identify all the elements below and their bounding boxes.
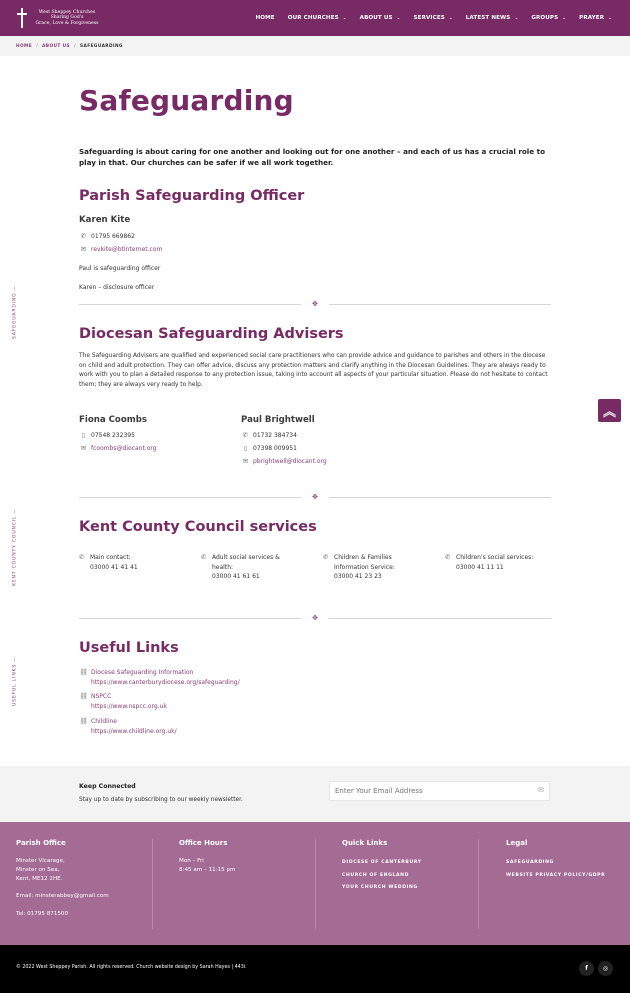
officer-name: Karen Kite — [79, 215, 131, 225]
phone-icon: ✆ — [80, 232, 87, 240]
main-nav — [243, 0, 613, 36]
chevron-down-icon: ⌄ — [448, 15, 453, 21]
newsletter-subtitle: Stay up to date by subscribing to our weekly newsletter. — [79, 797, 243, 803]
footer-phone[interactable]: Tel: 01795 871500 — [16, 911, 69, 918]
footer-office-hours — [179, 839, 235, 875]
nav-about-us[interactable]: ABOUT US ⌄ — [359, 15, 401, 21]
logo-line-3: Grace, Love & Forgiveness — [35, 20, 99, 26]
kcc-adult-services: ✆ Adult social services & health: 03000 41 61 61 — [201, 553, 280, 580]
footer-heading: Quick Links — [342, 839, 388, 847]
breadcrumb — [0, 36, 630, 56]
nav-services[interactable]: SERVICES ⌄ — [413, 15, 453, 21]
email-icon: ✉ — [242, 457, 249, 465]
double-chevron-up-icon: ︽ — [602, 405, 616, 420]
diocesan-paragraph: The Safeguarding Advisers are qualified and experienced social care practitioners who can provide advice and guidance to parishes and others in the diocese on child and adult protection. They can offer advice, discuss any protection matters and clarify anything in the Diocesan Guidelines. They are always ready to work with you to plan a detailed response to any protection issue, taking into account all aspects of your particular situation. Please do not hesitate to contact them; they are always very ready to help. — [79, 353, 548, 388]
officer-note-2: Karen – disclosure officer — [79, 284, 155, 291]
footer-email[interactable]: Email: minsterabbey@gmail.com — [16, 893, 109, 900]
logo-text — [32, 10, 102, 26]
officer-email[interactable]: ✉ revkite@btinternet.com — [80, 245, 163, 253]
kcc-heading: Kent County Council services — [79, 519, 317, 535]
chevron-down-icon: ⌄ — [562, 15, 567, 21]
side-label-safeguarding: SAFEGUARDING — — [12, 284, 18, 340]
diocesan-heading: Diocesan Safeguarding Advisers — [79, 326, 344, 342]
chevron-down-icon: ⌄ — [608, 15, 612, 21]
logo-line-2: Sharing God's — [50, 15, 84, 21]
office-hours: 8:45 am – 11:15 pm — [179, 866, 236, 873]
kcc-childrens-social: ✆ Children's social services: 03000 41 11 11 — [445, 553, 534, 571]
site-footer — [0, 822, 630, 945]
officer-phone: ✆ 01795 669862 — [80, 232, 135, 240]
ornament-icon: ✥ — [312, 493, 318, 501]
side-label-useful-links: USEFUL LINKS — — [12, 656, 18, 707]
ornament-icon: ✥ — [312, 614, 318, 622]
phone-icon: ✆ — [445, 553, 451, 561]
link-childline-url[interactable]: https://www.childline.org.uk/ — [91, 728, 177, 735]
section-divider — [79, 300, 551, 308]
footer-separator — [478, 839, 479, 929]
quick-link-diocese[interactable]: DIOCESE OF CANTERBURY — [342, 860, 422, 865]
section-divider — [79, 614, 551, 622]
link-diocese-safeguarding[interactable]: ⛓ Diocese Safeguarding Information — [79, 668, 194, 676]
mobile-icon: ▯ — [81, 431, 86, 439]
useful-links-heading: Useful Links — [79, 640, 179, 656]
kcc-children-families: ✆ Children & Families Information Service: 03000 41 23 23 — [323, 553, 395, 580]
chevron-down-icon: ⌄ — [396, 15, 401, 21]
link-icon: ⛓ — [79, 717, 88, 725]
quick-link-church-of-england[interactable]: CHURCH OF ENGLAND — [342, 872, 410, 878]
footer-heading: Legal — [506, 839, 528, 847]
ornament-icon: ✥ — [312, 300, 318, 308]
footer-separator — [152, 839, 153, 929]
site-logo[interactable] — [16, 8, 102, 28]
phone-icon: ✆ — [323, 553, 329, 561]
link-childline[interactable]: ⛓ Childline — [79, 717, 117, 725]
adviser-name-fiona: Fiona Coombs — [79, 415, 147, 425]
link-nspcc-url[interactable]: https://www.nspcc.org.uk — [91, 703, 167, 710]
logo-line-1: West Sheppey Churches — [38, 9, 96, 15]
bottom-bar — [0, 945, 630, 993]
link-icon: ⛓ — [79, 692, 88, 700]
kcc-main-contact: ✆ Main contact: 03000 41 41 41 — [79, 553, 138, 571]
address-line: Kent, ME12 2HE. — [16, 875, 63, 882]
legal-link-safeguarding[interactable]: SAFEGUARDING — [506, 860, 554, 865]
legal-link-privacy[interactable]: WEBSITE PRIVACY POLICY/GDPR — [506, 872, 606, 878]
address-line: Minster on Sea, — [16, 866, 60, 873]
adviser-paul-email[interactable]: ✉ pbrightwell@diocant.org — [242, 457, 327, 465]
breadcrumb-home[interactable]: HOME — [16, 43, 33, 49]
footer-quick-links — [342, 839, 422, 895]
scroll-to-top-button[interactable] — [598, 399, 621, 422]
link-icon: ⛓ — [79, 668, 88, 676]
section-divider — [79, 493, 551, 501]
newsletter-section — [0, 766, 630, 822]
breadcrumb-about-us[interactable]: ABOUT US — [42, 43, 71, 49]
phone-icon: ✆ — [79, 553, 85, 561]
quick-link-wedding[interactable]: YOUR CHURCH WEDDING — [342, 885, 418, 891]
phone-icon: ✆ — [201, 553, 207, 561]
chevron-down-icon: ⌄ — [514, 15, 519, 21]
chevron-down-icon: ⌄ — [342, 15, 347, 21]
copyright-text: © 2022 West Sheppey Parish. All rights reserved. Church website design by Sarah Hayes | 443i. — [16, 965, 247, 970]
breadcrumb-separator: / — [36, 43, 39, 49]
instagram-icon[interactable]: ◎ — [598, 961, 613, 976]
cross-logo-icon — [16, 8, 28, 28]
adviser-paul-phone: ✆ 01732 384734 — [242, 431, 297, 439]
footer-heading: Parish Office — [16, 839, 66, 847]
breadcrumb-current: SAFEGUARDING — [80, 43, 123, 49]
link-diocese-url[interactable]: https://www.canterburydiocese.org/safeguarding/ — [91, 679, 240, 686]
adviser-fiona-mobile: ▯ 07548 232395 — [79, 431, 135, 439]
adviser-name-paul: Paul Brightwell — [241, 415, 315, 425]
newsletter-email-input[interactable] — [329, 781, 550, 801]
parish-officer-heading: Parish Safeguarding Officer — [79, 188, 305, 204]
footer-separator — [315, 839, 316, 929]
nav-prayer[interactable]: PRAYER ⌄ — [579, 15, 612, 21]
phone-icon: ✆ — [242, 431, 249, 439]
nav-home[interactable]: HOME — [255, 15, 275, 21]
adviser-paul-mobile: ▯ 07398 009951 — [241, 444, 297, 452]
breadcrumb-separator: / — [74, 43, 76, 49]
top-navigation-bar — [0, 0, 630, 36]
adviser-fiona-email[interactable]: ✉ fcoombs@diocant.org — [80, 444, 157, 452]
nav-groups[interactable]: GROUPS ⌄ — [531, 15, 567, 21]
email-icon: ✉ — [80, 444, 87, 452]
footer-heading: Office Hours — [179, 839, 228, 847]
send-email-icon[interactable]: ✉ — [538, 786, 544, 794]
footer-legal — [506, 839, 605, 882]
side-label-kent-county-council: KENT COUNTY COUNCIL — — [12, 508, 18, 586]
email-icon: ✉ — [80, 245, 87, 253]
mobile-icon: ▯ — [243, 444, 248, 452]
link-nspcc[interactable]: ⛓ NSPCC — [79, 692, 112, 700]
footer-parish-office — [16, 839, 109, 919]
intro-text: Safeguarding is about caring for one another and looking out for one another – and each of us has a crucial role to play in that. Our churches can be safer if we all work together. — [79, 147, 546, 167]
page-title: Safeguarding — [79, 84, 294, 117]
nav-latest-news[interactable]: LATEST NEWS ⌄ — [465, 15, 519, 21]
facebook-icon[interactable]: f — [579, 961, 594, 976]
officer-note-1: Paul is safeguarding officer — [79, 265, 161, 272]
office-days: Mon – Fri — [179, 858, 204, 864]
address-line: Minster Vicarage, — [16, 858, 65, 864]
nav-our-churches[interactable]: OUR CHURCHES ⌄ — [287, 15, 347, 21]
newsletter-title: Keep Connected — [79, 783, 136, 790]
